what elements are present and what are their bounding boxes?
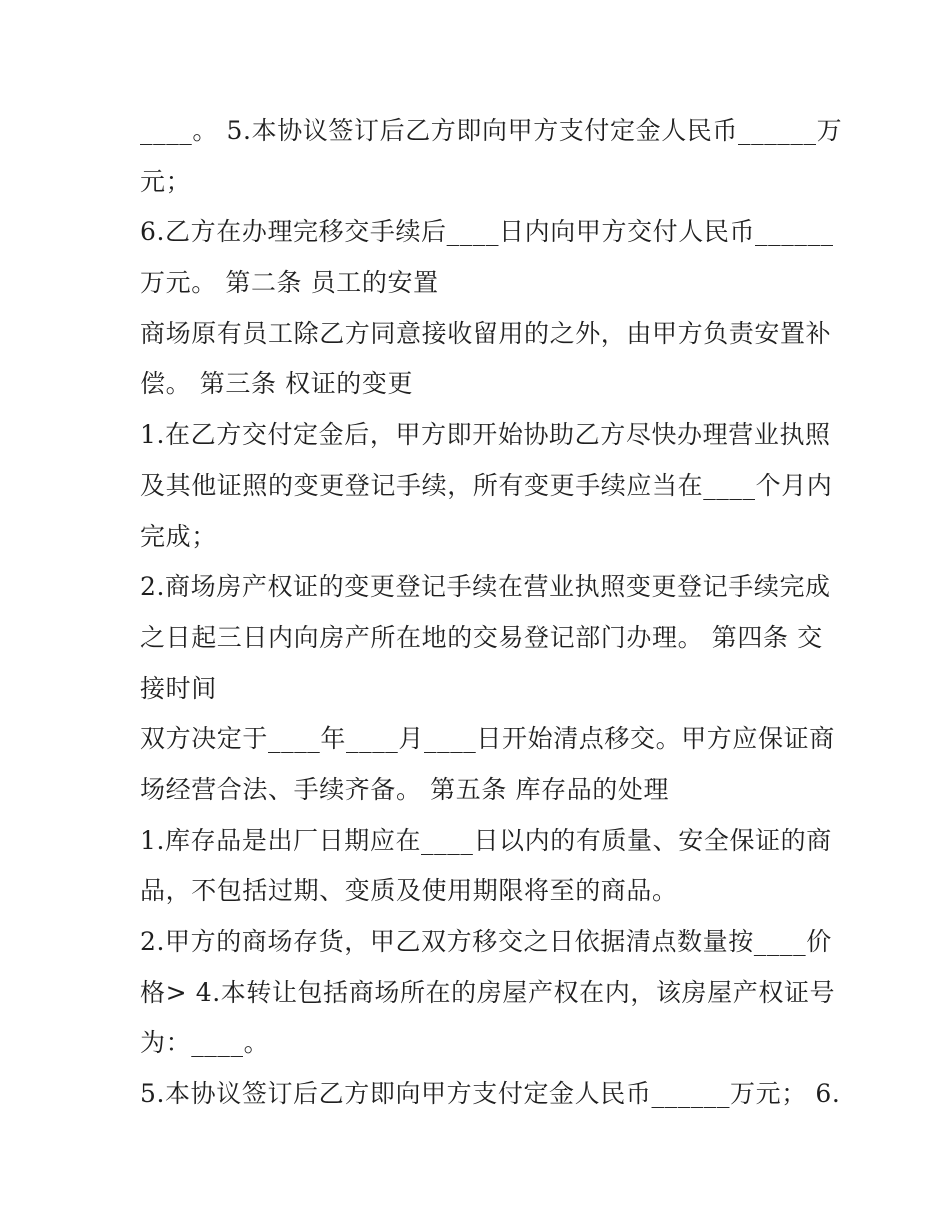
text-line: 及其他证照的变更登记手续，所有变更手续应当在____个月内 <box>140 470 833 500</box>
text-line: 6.乙方在办理完移交手续后____日内向甲方交付人民币______ <box>140 217 834 247</box>
text-line: 2.商场房产权证的变更登记手续在营业执照变更登记手续完成 <box>140 572 831 602</box>
text-line: 2.甲方的商场存货，甲乙双方移交之日依据清点数量按____价 <box>140 927 832 956</box>
text-line: 元； <box>140 166 192 196</box>
text-line: 为：____。 <box>140 1028 270 1058</box>
text-line: ____。 5.本协议签订后乙方即向甲方支付定金人民币______万 <box>140 116 843 145</box>
text-line: 5.本协议签订后乙方即向甲方支付定金人民币______万元； 6. <box>140 1079 841 1109</box>
text-line: 品，不包括过期、变质及使用期限将至的商品。 <box>140 876 678 906</box>
text-line: 接时间 <box>140 673 217 703</box>
text-line: 1.库存品是出厂日期应在____日以内的有质量、安全保证的商 <box>140 825 832 855</box>
document-body <box>140 106 843 1120</box>
text-line: 之日起三日内向房产所在地的交易登记部门办理。 第四条 交 <box>140 622 823 652</box>
text-line: 万元。 第二条 员工的安置 <box>140 268 439 298</box>
text-line: 1.在乙方交付定金后，甲方即开始协助乙方尽快办理营业执照 <box>140 420 831 450</box>
text-line: 偿。 第三条 权证的变更 <box>140 369 414 399</box>
text-line: 双方决定于____年____月____日开始清点移交。甲方应保证商 <box>140 724 835 754</box>
text-line: 场经营合法、手续齐备。 第五条 库存品的处理 <box>140 774 670 804</box>
text-line: 格> 4.本转让包括商场所在的房屋产权在内，该房屋产权证号 <box>140 977 836 1007</box>
text-line: 商场原有员工除乙方同意接收留用的之外，由甲方负责安置补 <box>140 318 832 348</box>
text-line: 完成； <box>140 521 217 551</box>
